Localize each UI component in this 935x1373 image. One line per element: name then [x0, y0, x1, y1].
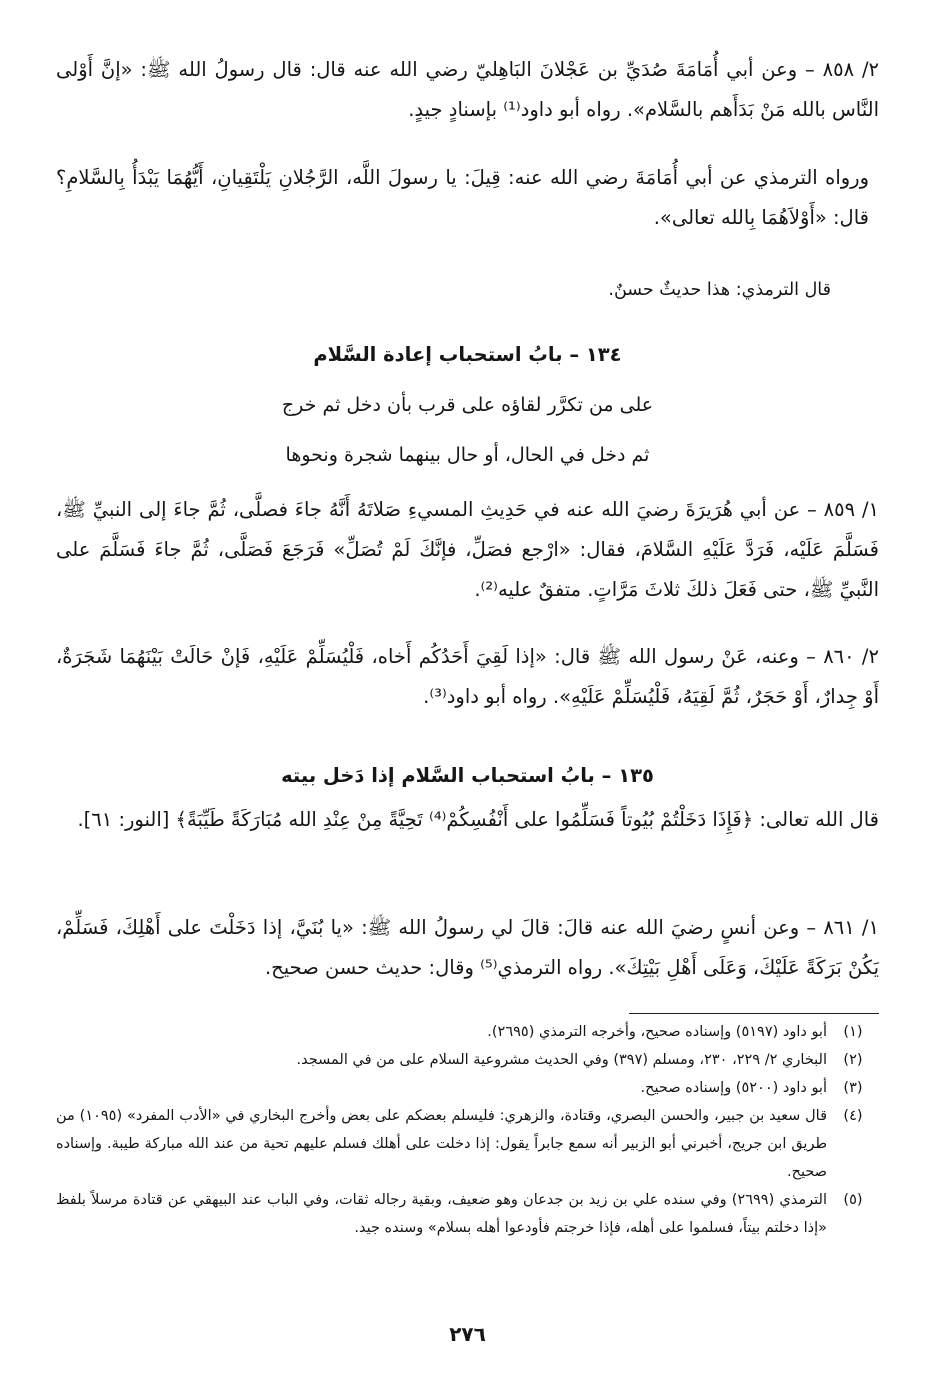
chapter-135-title: ١٣٥ – بابُ استحباب السَّلام إذا دَخل بيته	[281, 764, 654, 787]
hadith-859: ١/ ٨٥٩ – عن أبي هُرَيرَةَ رضيَ الله عنه في حَدِيثِ المسيءِ صَلاتَهُ أَنَّهُ جاءَ فصلَّى، ثُمَّ جاءَ إلى النبيِّ ﷺ، فَسَلَّمَ عَلَيْه، فَرَدَّ عَلَيْهِ السَّلامَ، فقال: «ارْجع فصَلِّ، فإنَّكَ لَمْ تُصَلِّ» فَرَجَعَ فَصَلَّى، ثُمَّ جاءَ فَسَلَّمَ على النَّبيِّ ﷺ، حتى فَعَلَ ذلكَ ثلاثَ مَرَّاتٍ. متفقٌ عليه⁽²⁾.	[56, 498, 879, 601]
footnote-number: (١)	[843, 1024, 863, 1040]
footnote	[56, 1102, 879, 1186]
footnote	[56, 1046, 879, 1074]
footnote-number: (٣)	[843, 1080, 863, 1096]
footnote-text: قال سعيد بن جبير، والحسن البصري، وقتادة، والزهري: فليسلم بعضكم على بعض وأخرج البخاري في «الأدب المفرد» (١٠٩٥) من طريق ابن جريج، أخبرني أبو الزبير أنه سمع جابراً يقول: إذا دخلت على أهلك فسلم عليهم تحية من عند الله مباركة طيبة. وإسناده صحيح.	[56, 1108, 827, 1180]
footnote-number: (٢)	[843, 1052, 863, 1068]
hadith-858-grade: قال الترمذي: هذا حديثٌ حسنٌ.	[608, 280, 831, 300]
footnote-text: الترمذي (٢٦٩٩) وفي سنده علي بن زيد بن جدعان وهو ضعيف، وبقية رجاله ثقات، وفي الباب عند البيهقي عن قتادة مرسلاً بلفظ «إذا دخلتم بيتاً، فسلموا على أهله، فإذا خرجتم فأودعوا أهله بسلام» وسنده جيد.	[56, 1192, 827, 1236]
footnote-text: أبو داود (٥١٩٧) وإسناده صحيح، وأخرجه الترمذي (٢٦٩٥).	[487, 1024, 827, 1040]
footnote-number: (٤)	[843, 1108, 863, 1124]
footnote-text: البخاري ٢/ ٢٢٩، ٢٣٠، ومسلم (٣٩٧) وفي الحديث مشروعية السلام على من في المسجد.	[296, 1052, 827, 1068]
book-page	[56, 30, 879, 1373]
footnotes	[56, 1018, 879, 1242]
footnote	[56, 1074, 879, 1102]
hadith-858: ٢/ ٨٥٨ – وعن أبي أُمَامَةَ صُدَيِّ بن عَجْلانَ البَاهِليّ رضي الله عنه قال: قال رسولُ الله ﷺ: «إنَّ أَوْلى النَّاس بالله مَنْ بَدَأَهم بالسَّلام». رواه أبو داود⁽¹⁾ بإسنادٍ جيدٍ.	[56, 58, 879, 121]
footnote-text: أبو داود (٥٢٠٠) وإسناده صحيح.	[640, 1080, 827, 1096]
chapter-134-subtitle-2: ثم دخل في الحال، أو حال بينهما شجرة ونحوها	[285, 444, 650, 466]
footnote-divider	[629, 1013, 879, 1014]
hadith-861: ١/ ٨٦١ – وعن أنسٍ رضيَ الله عنه قالَ: قالَ لي رسولُ الله ﷺ: «يا بُنَيَّ، إذا دَخَلْتَ على أَهْلِكَ، فَسَلِّمْ، يَكُنْ بَرَكَةً عَلَيْكَ، وَعَلَى أَهْلِ بَيْتِكَ». رواه الترمذي⁽⁵⁾ وقال: حديث حسن صحيح.	[56, 916, 879, 979]
footnote-number: (٥)	[843, 1192, 863, 1208]
footnote	[56, 1018, 879, 1046]
page-number: ٢٧٦	[449, 1322, 486, 1346]
quran-verse: قال الله تعالى: ﴿فَإِذَا دَخَلْتُمْ بُيُوتاً فَسَلِّمُوا على أَنْفُسِكُمْ⁽⁴⁾ تَحِيَّةً مِنْ عِنْدِ الله مُبَارَكَةً طَيِّبَةً﴾ [النور: ٦١].	[77, 808, 879, 831]
chapter-134-subtitle-1: على من تكرَّر لقاؤه على قرب بأن دخل ثم خرج	[281, 394, 654, 416]
footnote	[56, 1186, 879, 1242]
hadith-860: ٢/ ٨٦٠ – وعنه، عَنْ رسول الله ﷺ قال: «إذا لَقِيَ أَحَدُكُم أَخاه، فَلْيُسَلِّمْ عَلَيْهِ، فَإنْ حَالَتْ بَيْنَهُمَا شَجَرَةٌ، أَوْ جِدارٌ، أَوْ حَجَرٌ، ثُمَّ لَقِيَهُ، فَلْيُسَلِّمْ عَلَيْهِ». رواه أبو داود⁽³⁾.	[56, 645, 879, 708]
hadith-858-tirmidhi: ورواه الترمذي عن أبي أُمَامَةَ رضي الله عنه: قِيلَ: يا رسولَ اللَّه، الرَّجُلانِ يَلْتَقِيانِ، أَيُّهُمَا يَبْدَأُ بِالسَّلامِ؟ قال: «أَوْلاَهُمَا بِالله تعالى».	[56, 166, 869, 229]
chapter-134-title: ١٣٤ – بابُ استحباب إعادة السَّلام	[313, 343, 622, 366]
